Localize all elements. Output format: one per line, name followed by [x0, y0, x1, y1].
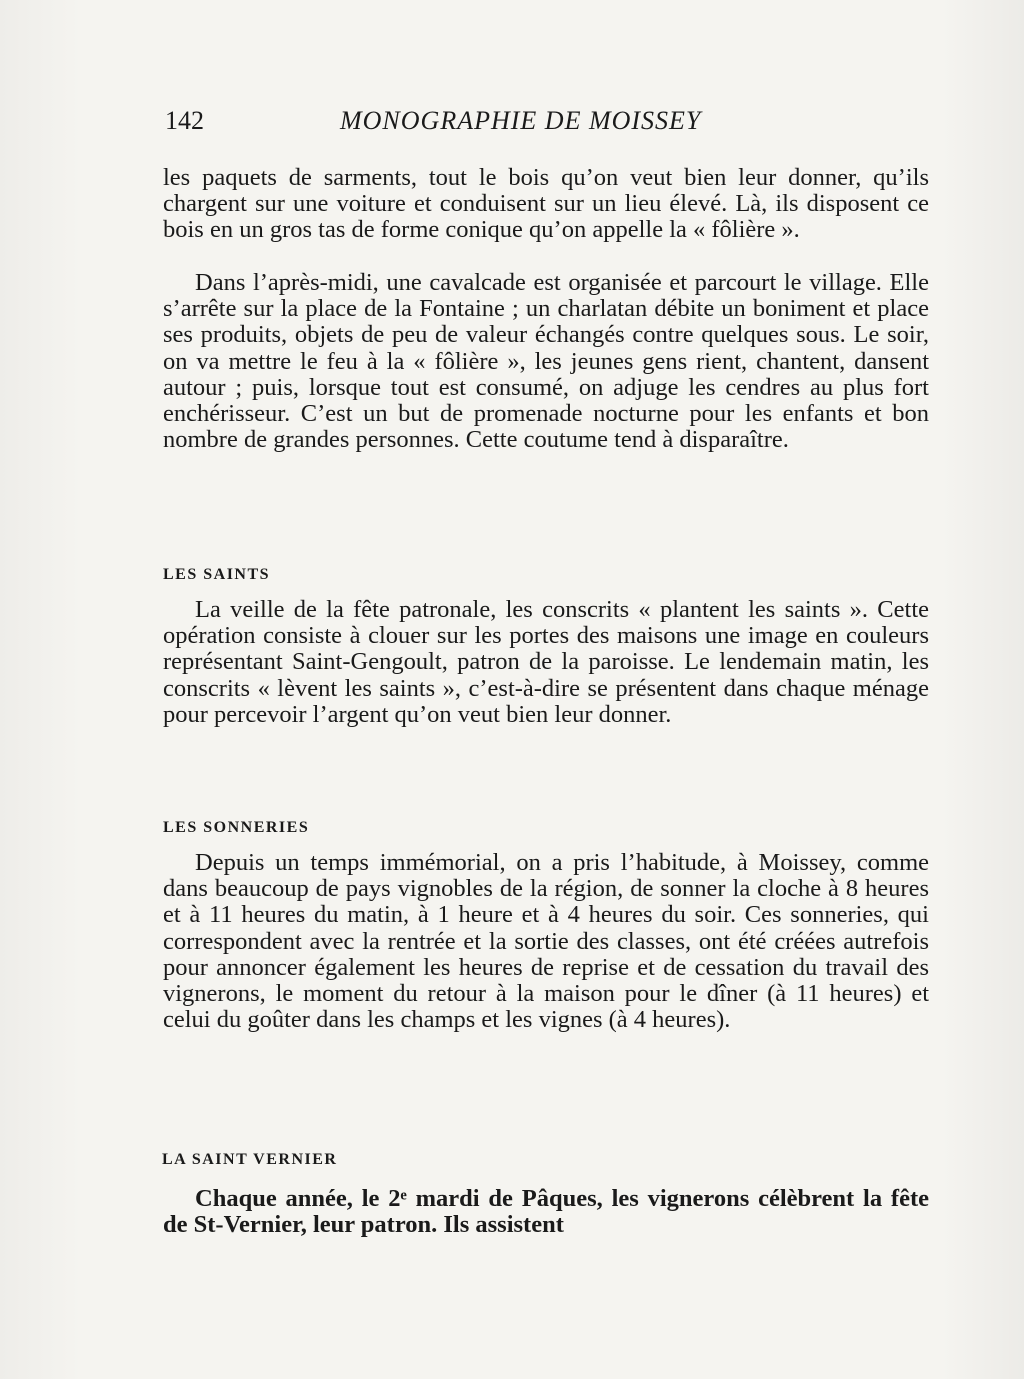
- paragraph-la-saint-vernier: Chaque année, le 2ᵉ mardi de Pâques, les vignerons célèbrent la fête de St-Vernier, leur patron. Ils assistent: [163, 1185, 929, 1239]
- running-title: MONOGRAPHIE DE MOISSEY: [340, 106, 702, 135]
- paragraph-les-saints: La veille de la fête patronale, les conscrits « plantent les saints ». Cette opération consiste à clouer sur les portes des maisons une image en couleurs représentant Saint-Gengoult, patron de la paroisse. Le lendemain matin, les conscrits « lèvent les saints », c’est-à-dire se présentent dans chaque ménage pour percevoir l’argent qu’on veut bien leur donner.: [163, 596, 929, 728]
- paragraph-continuation: les paquets de sarments, tout le bois qu’on veut bien leur donner, qu’ils chargent sur une voiture et conduisent sur un lieu élevé. Là, ils disposent ce bois en un gros tas de forme conique qu’on appelle la « fôlière ».: [163, 164, 929, 244]
- section-heading-la-saint-vernier: LA SAINT VERNIER: [162, 1151, 338, 1168]
- paragraph-les-sonneries: Depuis un temps immémorial, on a pris l’habitude, à Moissey, comme dans beaucoup de pays vignobles de la région, de sonner la cloche à 8 heures et à 11 heures du matin, à 1 heure et à 4 heures du soir. Ces sonneries, qui correspondent avec la rentrée et la sortie des classes, ont été créées autrefois pour annoncer également les heures de reprise et de cessation du travail des vignerons, le moment du retour à la maison pour le dîner (à 11 heures) et celui du goûter dans les champs et les vignes (à 4 heures).: [163, 849, 929, 1034]
- page-header: [165, 105, 929, 137]
- paragraph-cavalcade: Dans l’après-midi, une cavalcade est organisée et parcourt le village. Elle s’arrête sur la place de la Fontaine ; un charlatan débite un boniment et place ses produits, objets de peu de valeur échangés contre quelques sous. Le soir, on va mettre le feu à la « fôlière », les jeunes gens rient, chantent, dansent autour ; puis, lorsque tout est consumé, on adjuge les cendres au plus fort enchérisseur. C’est un but de promenade nocturne pour les enfants et bon nombre de grandes personnes. Cette coutume tend à disparaître.: [163, 269, 929, 454]
- page-number: 142: [165, 106, 204, 135]
- section-heading-les-saints: LES SAINTS: [163, 566, 271, 583]
- section-heading-les-sonneries: LES SONNERIES: [163, 819, 310, 836]
